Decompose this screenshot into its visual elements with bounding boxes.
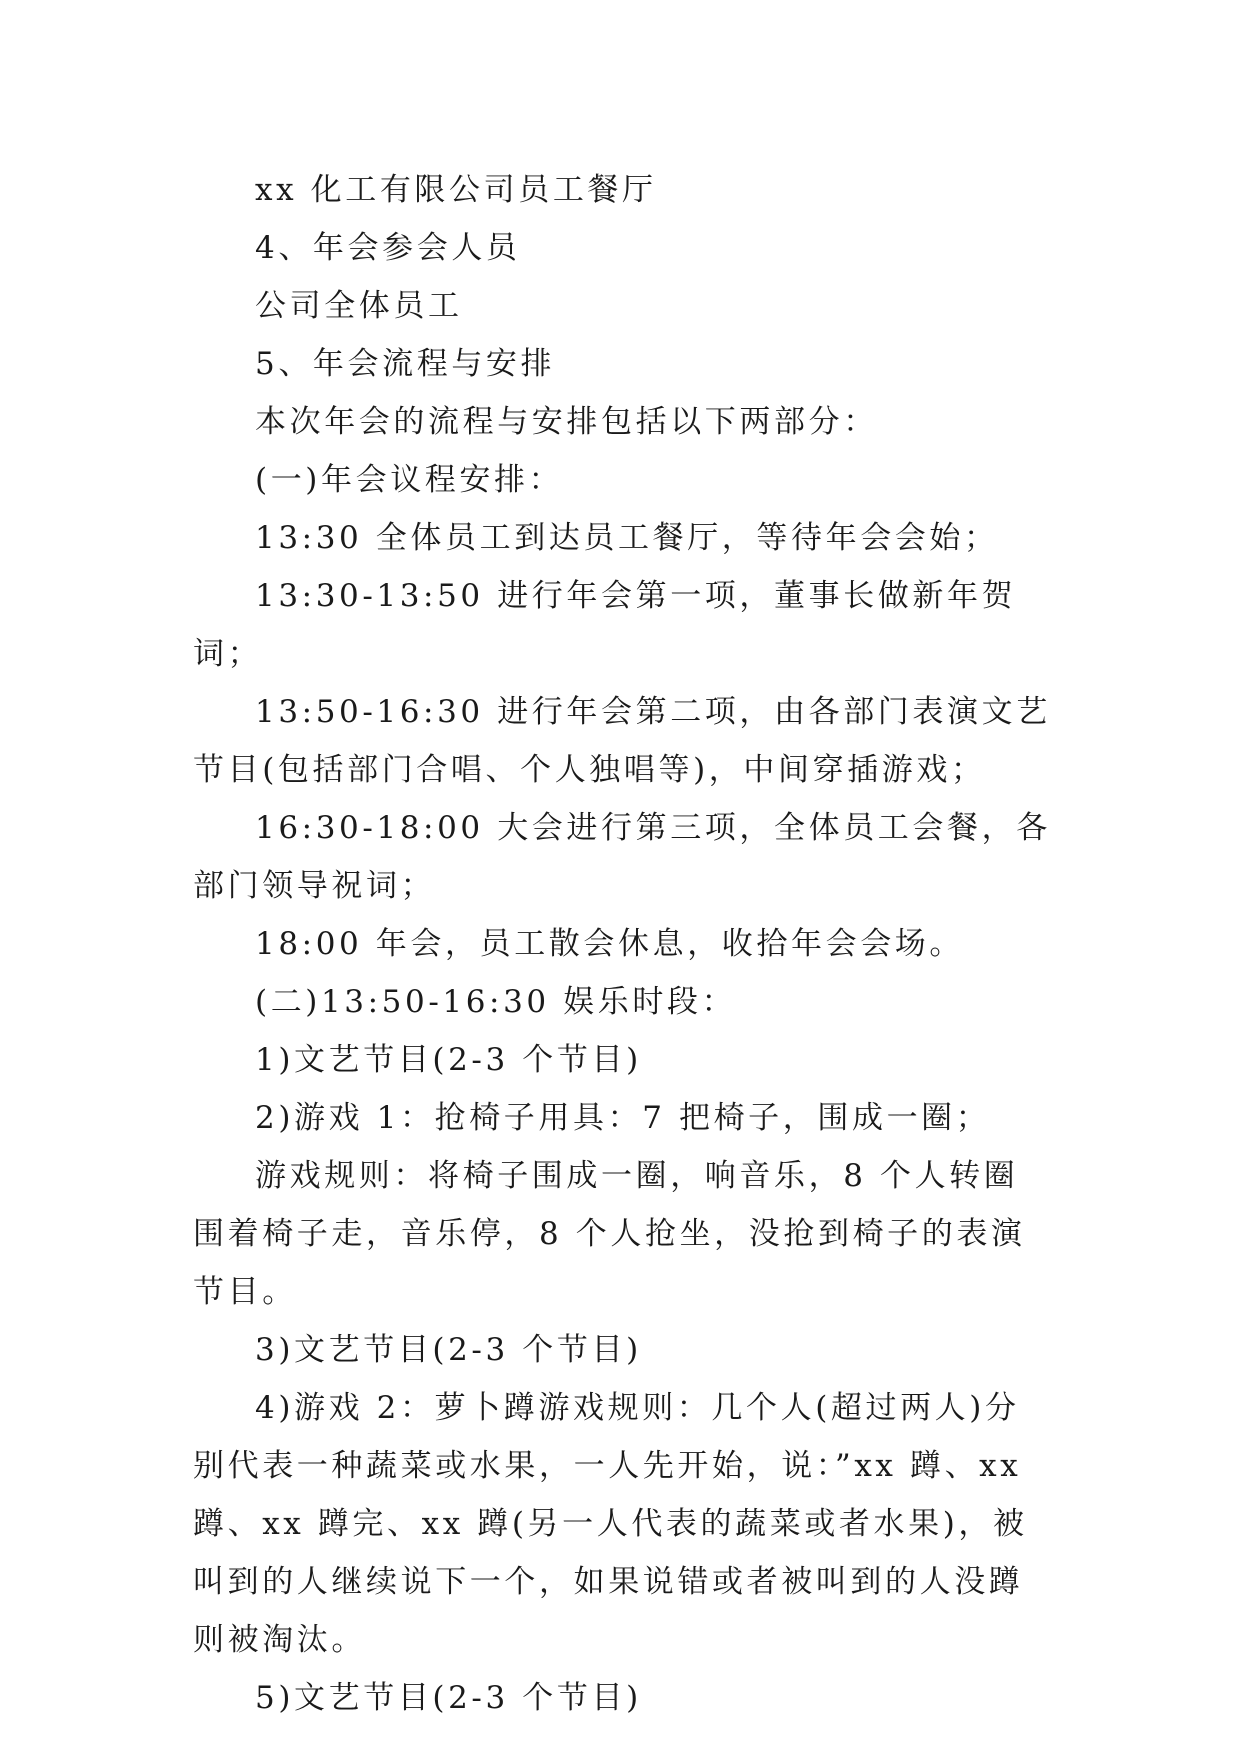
agenda-item: 18:00 年会，员工散会休息，收拾年会会场。 [255,926,964,962]
document-body [193,161,1051,1727]
heading-attendees: 4、年会参会人员 [255,230,521,266]
entertainment-item: 2)游戏 1：抢椅子用具：7 把椅子，围成一圈； [255,1100,991,1136]
agenda-item: 16:30-18:00 大会进行第三项，全体员工会餐，各部门领导祝词； [193,810,1051,904]
entertainment-item: 5)文艺节目(2-3 个节目) [255,1680,642,1716]
heading-agenda: (一)年会议程安排： [255,462,564,498]
paragraph-attendees: 公司全体员工 [255,288,463,324]
agenda-item: 13:30-13:50 进行年会第一项，董事长做新年贺词； [193,578,1017,672]
entertainment-item: 4)游戏 2：萝卜蹲游戏规则：几个人(超过两人)分别代表一种蔬菜或水果，一人先开始，说：”xx 蹲、xx 蹲、xx 蹲完、xx 蹲(另一人代表的蔬菜或者水果)，被叫到的人继续说下一个，如果说错或者被叫到的人没蹲则被淘汰。 [193,1390,1028,1658]
paragraph-venue: xx 化工有限公司员工餐厅 [255,172,657,208]
entertainment-item: 3)文艺节目(2-3 个节目) [255,1332,642,1368]
agenda-item: 13:30 全体员工到达员工餐厅，等待年会会始； [255,520,999,556]
paragraph-process-intro: 本次年会的流程与安排包括以下两部分： [255,404,878,440]
game-rules: 游戏规则：将椅子围成一圈，响音乐，8 个人转圈围着椅子走，音乐停，8 个人抢坐，没抢到椅子的表演节目。 [193,1158,1026,1310]
entertainment-item: 1)文艺节目(2-3 个节目) [255,1042,642,1078]
agenda-item: 13:50-16:30 进行年会第二项，由各部门表演文艺节目(包括部门合唱、个人独唱等)，中间穿插游戏； [193,694,1051,788]
heading-entertainment: (二)13:50-16:30 娱乐时段： [255,984,737,1020]
heading-process: 5、年会流程与安排 [255,346,556,382]
